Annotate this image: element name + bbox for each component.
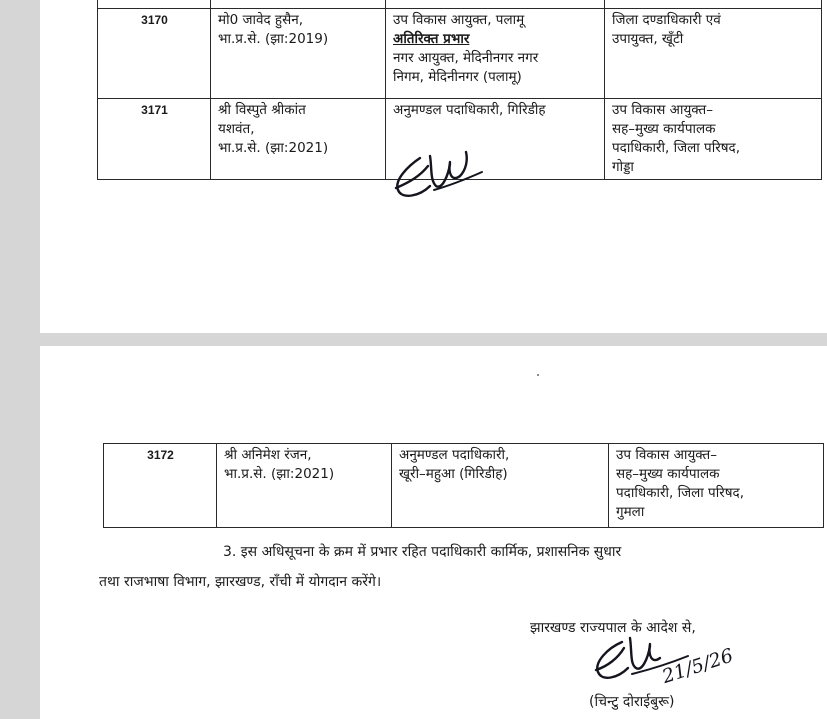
current-post-line: अनुमण्डल पदाधिकारी, गिरिडीह	[393, 102, 546, 118]
new-post-cell	[605, 0, 822, 9]
new-post-line: जिला दण्डाधिकारी एवं	[612, 12, 721, 28]
new-post-line: गोड्डा	[612, 159, 634, 175]
current-post-line: उप विकास आयुक्त, पलामू	[393, 12, 525, 28]
current-post-cell	[386, 9, 605, 99]
officer-name-line: श्री अनिमेश रंजन,	[224, 447, 312, 463]
new-post-line: उपायुक्त, खूँटी	[612, 31, 684, 47]
new-post-cell	[609, 444, 824, 528]
name-cell	[211, 99, 386, 180]
instruction-paragraph	[99, 542, 779, 592]
additional-charge-heading: अतिरिक्त प्रभार	[393, 31, 470, 47]
name-cell	[217, 444, 392, 528]
new-post-cell	[605, 9, 822, 99]
current-post-line: अनुमण्डल पदाधिकारी,	[399, 447, 510, 463]
current-post-line: नगर आयुक्त, मेदिनीनगर नगर	[393, 50, 539, 66]
new-post-cell	[605, 99, 822, 180]
initials-signature	[390, 146, 485, 208]
document-page-top	[40, 0, 827, 333]
officer-name-line: यशवंत,	[218, 121, 255, 137]
table-row-partial	[98, 0, 822, 9]
serial-cell: 3172	[104, 444, 217, 528]
table-row	[98, 9, 822, 99]
name-cell	[211, 9, 386, 99]
paragraph-line: 3. इस अधिसूचना के क्रम में प्रभार रहित पदाधिकारी कार्मिक, प्रशासनिक सुधार	[223, 544, 622, 560]
document-page-bottom	[40, 346, 827, 719]
signature-date: 21/5/26	[659, 644, 736, 689]
officer-signature	[588, 634, 736, 696]
cut-off-text	[218, 0, 379, 1]
serial-cell	[98, 0, 211, 9]
serial-cell: 3171	[98, 99, 211, 180]
serial-cell: 3170	[98, 9, 211, 99]
officer-name-line: मो0 जावेद हुसैन,	[218, 12, 304, 28]
new-post-line: उप विकास आयुक्त–	[612, 102, 713, 118]
order-authority-line: झारखण्ड राज्यपाल के आदेश से,	[530, 620, 696, 636]
officer-service-line: भा.प्र.से. (झा:2021)	[218, 140, 329, 156]
paragraph-line: तथा राजभाषा विभाग, झारखण्ड, राँची में योगदान करेंगे।	[99, 574, 382, 590]
current-post-line: निगम, मेदिनीनगर (पलामू)	[393, 69, 522, 85]
officer-service-line: भा.प्र.से. (झा:2021)	[224, 466, 335, 482]
officer-name-line: श्री विस्पुते श्रीकांत	[218, 102, 306, 118]
current-post-line: खूरी–महुआ (गिरिडीह)	[399, 466, 508, 482]
transfer-table-bottom	[103, 443, 824, 528]
scan-speck	[537, 374, 539, 376]
new-post-line: पदाधिकारी, जिला परिषद,	[616, 485, 744, 501]
new-post-line: उप विकास आयुक्त–	[616, 447, 717, 463]
officer-name: (चिन्टु दोराईबुरू)	[589, 694, 675, 710]
new-post-line: पदाधिकारी, जिला परिषद,	[612, 140, 740, 156]
officer-service-line: भा.प्र.से. (झा:2019)	[218, 31, 329, 47]
current-post-cell	[392, 444, 609, 528]
new-post-line: सह–मुख्य कार्यपालक	[612, 121, 716, 137]
current-post-cell	[386, 0, 605, 9]
name-cell	[211, 0, 386, 9]
table-row	[104, 444, 824, 528]
new-post-line: गुमला	[616, 504, 645, 520]
new-post-line: सह–मुख्य कार्यपालक	[616, 466, 720, 482]
